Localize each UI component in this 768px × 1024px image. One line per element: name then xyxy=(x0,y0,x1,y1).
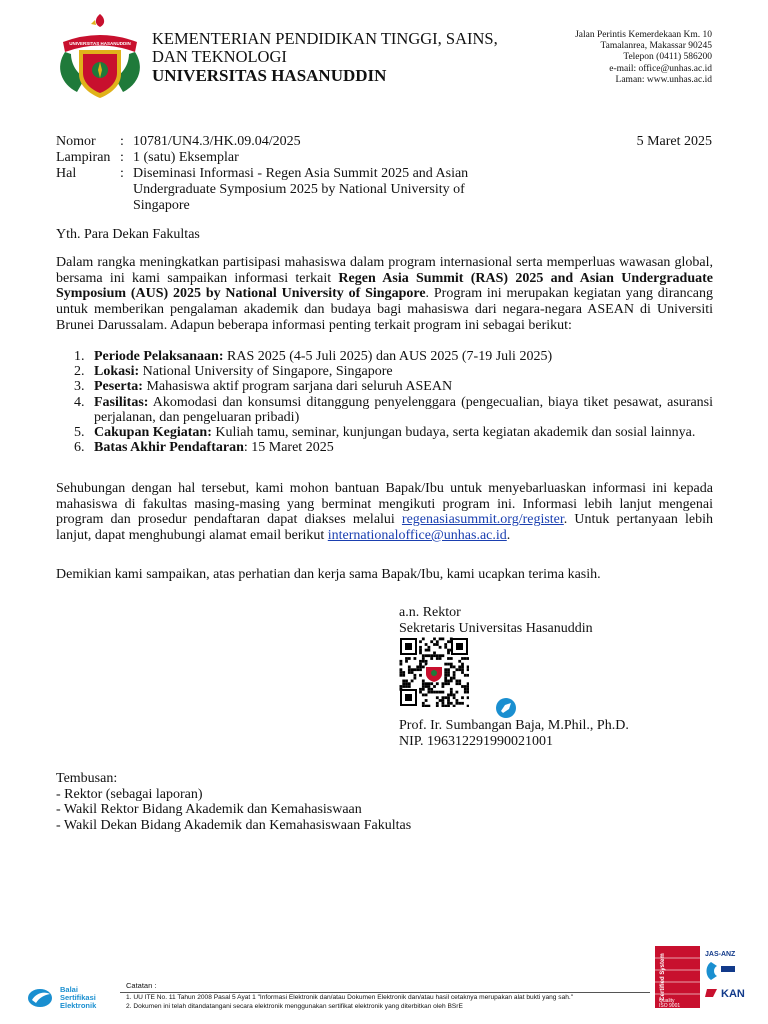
ministry-line-1: KEMENTERIAN PENDIDIKAN TINGGI, SAINS, xyxy=(152,29,498,48)
tembusan-title: Tembusan: xyxy=(56,771,118,786)
tembusan-block xyxy=(56,771,411,834)
tembusan-item: - Rektor (sebagai laporan) xyxy=(56,786,203,802)
item-number: 1. xyxy=(74,349,85,364)
contact-block xyxy=(575,30,712,86)
hal-line-3: Singapore xyxy=(133,198,190,213)
item-number: 5. xyxy=(74,425,85,441)
program-name: Regen Asia Summit (RAS) 2025 and Asian Undergraduate Symposium (AUS) 2025 by National University of Singapore xyxy=(56,270,714,302)
hal-line-1: Diseminasi Informasi - Regen Asia Summit 2025 and Asian xyxy=(133,166,469,181)
register-link[interactable]: regenasiasummit.org/register xyxy=(401,512,564,528)
bse-text xyxy=(60,986,96,1010)
item-label: Peserta: xyxy=(94,379,143,395)
closing-text-3: . xyxy=(506,528,511,544)
list-item xyxy=(56,440,713,455)
intro-text-1: Dalam rangka meningkatkan partisipasi mahasiswa dalam program internasional serta memperluas wawasan global, bersama ini kami sampaikan informasi terkait xyxy=(56,255,713,286)
bse-line: Sertifikasi xyxy=(60,993,96,1002)
phone: Telepon (0411) 586200 xyxy=(623,52,712,63)
item-number: 2. xyxy=(74,364,85,380)
item-label: Periode Pelaksanaan: xyxy=(94,349,224,364)
intro-paragraph xyxy=(56,255,713,334)
item-label: Fasilitas: xyxy=(94,394,149,410)
closing-paragraph xyxy=(56,481,713,544)
list-item xyxy=(56,364,713,379)
svg-text:KAN: KAN xyxy=(721,988,745,1000)
item-text: Kuliah tamu, seminar, kunjungan budaya, serta kegiatan akademik dan sosial lainnya. xyxy=(211,425,696,441)
item-text: : 15 Maret 2025 xyxy=(243,440,334,456)
signer-block xyxy=(399,718,629,749)
svg-text:UNIVERSITAS HASANUDDIN: UNIVERSITAS HASANUDDIN xyxy=(69,41,131,46)
catatan-label: Catatan : xyxy=(126,981,157,990)
email-link[interactable]: internationaloffice@unhas.ac.id xyxy=(327,528,507,544)
colon: : xyxy=(120,166,124,181)
info-list xyxy=(56,349,713,455)
address-line-2: Tamalanrea, Makassar 90245 xyxy=(600,41,712,52)
svg-text:ISO 9001: ISO 9001 xyxy=(659,1003,681,1009)
footnote-divider xyxy=(120,992,650,993)
svg-text:JAS-ANZ: JAS-ANZ xyxy=(705,951,736,958)
signature-block xyxy=(399,605,593,636)
footnote-2: 2. Dokumen ini telah ditandatangani secara elektronik menggunakan sertifikat elektronik yang diterbitkan oleh BSrE xyxy=(126,1003,463,1010)
university-name: UNIVERSITAS HASANUDDIN xyxy=(152,66,387,85)
ministry-name xyxy=(152,30,542,66)
list-item xyxy=(56,395,713,425)
signer-name: Prof. Ir. Sumbangan Baja, M.Phil., Ph.D. xyxy=(399,718,629,733)
certification-logos xyxy=(655,944,755,1016)
bse-line: Balai xyxy=(60,985,78,994)
nomor-value: 10781/UN4.3/HK.09.04/2025 xyxy=(133,134,301,149)
colon: : xyxy=(120,150,124,165)
ministry-line-2: DAN TEKNOLOGI xyxy=(152,47,287,66)
bse-line: Elektronik xyxy=(60,1001,97,1010)
tembusan-item: - Wakil Rektor Bidang Akademik dan Kemahasiswaan xyxy=(56,802,362,818)
item-number: 6. xyxy=(74,440,85,456)
item-label: Lokasi: xyxy=(94,364,140,380)
university-logo xyxy=(55,12,145,100)
hal-line-2: Undergraduate Symposium 2025 by National University of xyxy=(133,182,465,197)
nomor-label: Nomor xyxy=(56,134,96,149)
closing-text-1: Sehubungan dengan hal tersebut, kami mohon bantuan Bapak/Ibu untuk menyebarluaskan informasi ini kepada mahasiswa di fakultas masing-masing yang berminat mengikuti program ini. Informasi lebih lanjut mengenai program dan prosedur pendaftaran dapat diakses melalui xyxy=(56,481,713,528)
item-label: Cakupan Kegiatan: xyxy=(94,425,212,441)
tembusan-item: - Wakil Dekan Bidang Akademik dan Kemahasiswaan Fakultas xyxy=(56,818,412,834)
list-item xyxy=(56,425,713,440)
email: e-mail: office@unhas.ac.id xyxy=(609,63,712,74)
item-number: 4. xyxy=(74,394,85,410)
on-behalf: a.n. Rektor xyxy=(399,605,461,620)
website: Laman: www.unhas.ac.id xyxy=(615,74,712,85)
bsre-badge-icon xyxy=(495,697,517,719)
bse-logo-icon xyxy=(26,985,56,1009)
signer-position: Sekretaris Universitas Hasanuddin xyxy=(399,620,593,636)
item-number: 3. xyxy=(74,379,85,395)
colon: : xyxy=(120,134,124,149)
item-text: Akomodasi dan konsumsi ditanggung penyelenggara (pengecualian, biaya tiket pesawat, asuransi perjalanan, dan pengeluaran pribadi) xyxy=(94,394,713,425)
list-item xyxy=(56,379,713,394)
item-text: National University of Singapore, Singapore xyxy=(139,364,393,380)
intro-text-2: . Program ini merupakan kegiatan yang dirancang untuk memberikan pengalaman akademik dan budaya bagi mahasiswa dari negara-negara ASEAN di Universiti Brunei Darussalam. Adapun beberapa informasi penting terkait program ini sebagai berikut: xyxy=(56,286,714,333)
item-text: Mahasiswa aktif program sarjana dari seluruh ASEAN xyxy=(142,379,453,395)
letter-date: 5 Maret 2025 xyxy=(636,134,712,149)
qr-code xyxy=(399,637,469,707)
svg-text:Quality: Quality xyxy=(659,998,675,1004)
lampiran-label: Lampiran xyxy=(56,150,111,165)
lampiran-value: 1 (satu) Eksemplar xyxy=(133,150,239,165)
address-line-1: Jalan Perintis Kemerdekaan Km. 10 xyxy=(575,30,712,40)
item-label: Batas Akhir Pendaftaran xyxy=(94,440,244,456)
closing-text-2: . Untuk pertanyaan lebih lanjut, dapat menghubungi alamat email berikut xyxy=(56,512,713,544)
signer-nip: NIP. 196312291990021001 xyxy=(399,733,554,749)
list-item xyxy=(56,349,713,364)
salutation: Yth. Para Dekan Fakultas xyxy=(56,227,200,242)
footnote-1: 1. UU ITE No. 11 Tahun 2008 Pasal 5 Ayat 1 "Informasi Elektronik dan/atau Dokumen Elektronik dan/atau hasil cetaknya merupakan alat bukti yang sah." xyxy=(126,994,574,1001)
svg-text:Certified System: Certified System xyxy=(660,953,666,1001)
hal-label: Hal xyxy=(56,166,77,181)
item-text: RAS 2025 (4-5 Juli 2025) dan AUS 2025 (7-19 Juli 2025) xyxy=(223,349,553,364)
thanks-paragraph: Demikian kami sampaikan, atas perhatian dan kerja sama Bapak/Ibu, kami ucapkan terima kasih. xyxy=(56,567,601,582)
